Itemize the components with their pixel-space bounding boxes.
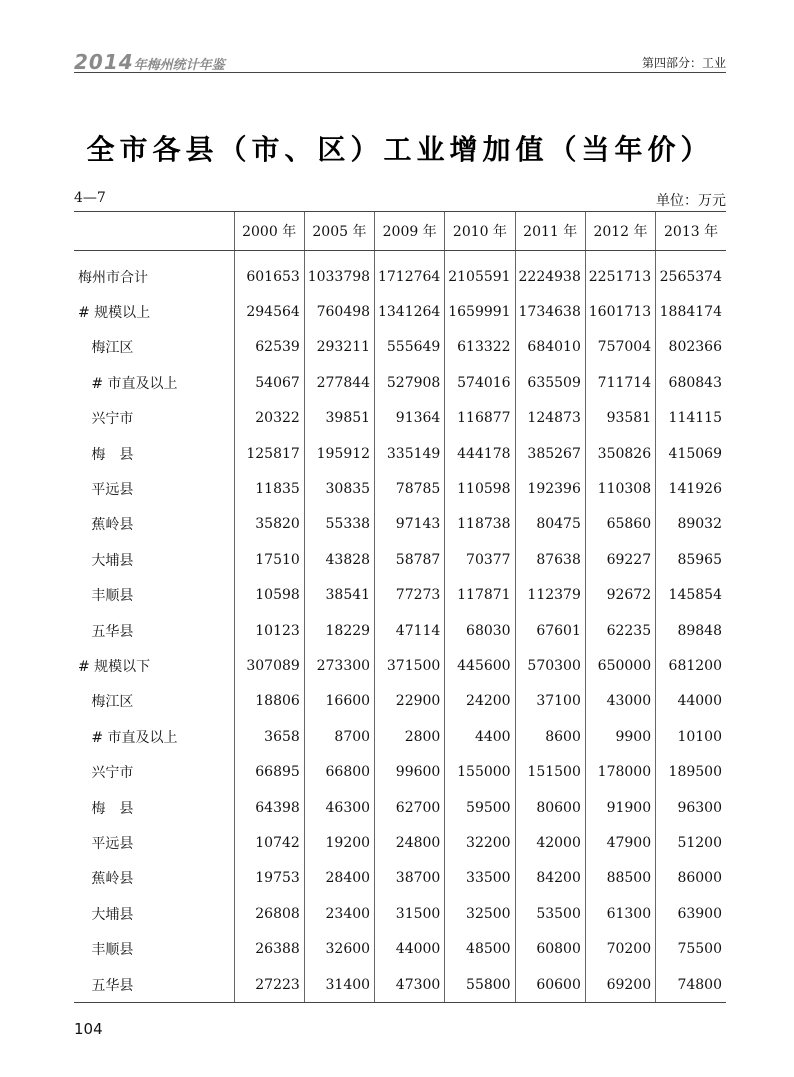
table-cell: 43000 bbox=[585, 684, 655, 719]
table-cell: 54067 bbox=[234, 365, 304, 400]
table-cell: 47300 bbox=[375, 967, 445, 1003]
table-cell: 570300 bbox=[515, 648, 585, 683]
table-cell: 23400 bbox=[304, 896, 374, 931]
table-cell: 110598 bbox=[445, 471, 515, 506]
table-row bbox=[74, 436, 726, 471]
table-cell: 11835 bbox=[234, 471, 304, 506]
table-cell: 69227 bbox=[585, 542, 655, 577]
table-cell: 635509 bbox=[515, 365, 585, 400]
table-cell: 68030 bbox=[445, 613, 515, 648]
table-cell: 294564 bbox=[234, 294, 304, 329]
table-cell: 760498 bbox=[304, 294, 374, 329]
table-cell: 48500 bbox=[445, 931, 515, 966]
table-cell: 61300 bbox=[585, 896, 655, 931]
table-cell: 27223 bbox=[234, 967, 304, 1003]
row-label: 丰顺县 bbox=[78, 588, 134, 605]
table-cell: 141926 bbox=[656, 471, 726, 506]
table-row bbox=[74, 330, 726, 365]
row-label: # 规模以上 bbox=[78, 305, 151, 322]
yearbook-title bbox=[74, 50, 225, 74]
table-row bbox=[74, 365, 726, 400]
table-cell: 711714 bbox=[585, 365, 655, 400]
column-header: 2005 年 bbox=[304, 212, 374, 251]
table-cell: 444178 bbox=[445, 436, 515, 471]
table-cell: 18229 bbox=[304, 613, 374, 648]
table-cell: 74800 bbox=[656, 967, 726, 1003]
table-cell: 613322 bbox=[445, 330, 515, 365]
table-cell: 87638 bbox=[515, 542, 585, 577]
table-row bbox=[74, 251, 726, 295]
table-cell: 116877 bbox=[445, 401, 515, 436]
table-cell: 2565374 bbox=[656, 251, 726, 295]
table-cell: 18806 bbox=[234, 684, 304, 719]
table-cell: 1601713 bbox=[585, 294, 655, 329]
table-cell: 85965 bbox=[656, 542, 726, 577]
table-row bbox=[74, 471, 726, 506]
column-header: 2010 年 bbox=[445, 212, 515, 251]
table-cell: 44000 bbox=[375, 931, 445, 966]
row-label: 梅江区 bbox=[78, 694, 134, 711]
row-label: 五华县 bbox=[78, 623, 134, 640]
table-cell: 335149 bbox=[375, 436, 445, 471]
table-cell: 555649 bbox=[375, 330, 445, 365]
table-cell: 385267 bbox=[515, 436, 585, 471]
table-cell: 39851 bbox=[304, 401, 374, 436]
table-cell: 30835 bbox=[304, 471, 374, 506]
table-cell: 66895 bbox=[234, 754, 304, 789]
table-cell: 415069 bbox=[656, 436, 726, 471]
table-cell: 8700 bbox=[304, 719, 374, 754]
table-cell: 124873 bbox=[515, 401, 585, 436]
table-cell: 110308 bbox=[585, 471, 655, 506]
yearbook-year: 2014 bbox=[74, 50, 134, 74]
table-cell: 32600 bbox=[304, 931, 374, 966]
table-cell: 118738 bbox=[445, 507, 515, 542]
table-cell: 19753 bbox=[234, 861, 304, 896]
table-cell: 37100 bbox=[515, 684, 585, 719]
row-label: 梅江区 bbox=[78, 340, 134, 357]
table-row bbox=[74, 790, 726, 825]
table-cell: 28400 bbox=[304, 861, 374, 896]
table-cell: 293211 bbox=[304, 330, 374, 365]
table-cell: 112379 bbox=[515, 578, 585, 613]
table-cell: 89848 bbox=[656, 613, 726, 648]
row-label: 五华县 bbox=[74, 967, 234, 1003]
table-row bbox=[74, 648, 726, 683]
table-cell: 10598 bbox=[234, 578, 304, 613]
table-number: 4—7 bbox=[74, 190, 106, 206]
table-cell: 75500 bbox=[656, 931, 726, 966]
table-cell: 53500 bbox=[515, 896, 585, 931]
table-cell: 8600 bbox=[515, 719, 585, 754]
table-cell: 33500 bbox=[445, 861, 515, 896]
table-cell: 2251713 bbox=[585, 251, 655, 295]
row-label: # 市直及以上 bbox=[78, 729, 178, 746]
table-cell: 1712764 bbox=[375, 251, 445, 295]
table-cell: 67601 bbox=[515, 613, 585, 648]
row-label: 蕉岭县 bbox=[78, 871, 134, 888]
column-header: 2012 年 bbox=[585, 212, 655, 251]
table-cell: 1659991 bbox=[445, 294, 515, 329]
table-cell: 4400 bbox=[445, 719, 515, 754]
table-cell: 62235 bbox=[585, 613, 655, 648]
table-cell: 77273 bbox=[375, 578, 445, 613]
row-label: 梅 县 bbox=[78, 446, 134, 463]
table-row bbox=[74, 967, 726, 1003]
table-row bbox=[74, 542, 726, 577]
table-row bbox=[74, 507, 726, 542]
table-cell: 19200 bbox=[304, 825, 374, 860]
table-cell: 69200 bbox=[585, 967, 655, 1003]
table-cell: 151500 bbox=[515, 754, 585, 789]
table-cell: 445600 bbox=[445, 648, 515, 683]
table-cell: 55800 bbox=[445, 967, 515, 1003]
table-cell: 16600 bbox=[304, 684, 374, 719]
table-row bbox=[74, 896, 726, 931]
table-row bbox=[74, 825, 726, 860]
table-cell: 42000 bbox=[515, 825, 585, 860]
page-number: 104 bbox=[74, 1020, 103, 1038]
table-cell: 38541 bbox=[304, 578, 374, 613]
table-cell: 350826 bbox=[585, 436, 655, 471]
table-body bbox=[74, 251, 726, 1003]
table-cell: 527908 bbox=[375, 365, 445, 400]
table-header-row bbox=[74, 212, 726, 251]
table-row bbox=[74, 294, 726, 329]
table-cell: 62539 bbox=[234, 330, 304, 365]
table-cell: 757004 bbox=[585, 330, 655, 365]
table-cell: 91900 bbox=[585, 790, 655, 825]
column-header: 2000 年 bbox=[234, 212, 304, 251]
table-cell: 24200 bbox=[445, 684, 515, 719]
table-cell: 80475 bbox=[515, 507, 585, 542]
table-cell: 66800 bbox=[304, 754, 374, 789]
table-cell: 44000 bbox=[656, 684, 726, 719]
table-cell: 63900 bbox=[656, 896, 726, 931]
table-cell: 89032 bbox=[656, 507, 726, 542]
table-cell: 26388 bbox=[234, 931, 304, 966]
yearbook-name: 年梅州统计年鉴 bbox=[133, 58, 225, 73]
table-row bbox=[74, 613, 726, 648]
table-cell: 26808 bbox=[234, 896, 304, 931]
column-header bbox=[74, 212, 234, 251]
table-cell: 47900 bbox=[585, 825, 655, 860]
table-cell: 273300 bbox=[304, 648, 374, 683]
table-row bbox=[74, 578, 726, 613]
table-cell: 114115 bbox=[656, 401, 726, 436]
table-cell: 22900 bbox=[375, 684, 445, 719]
column-header: 2013 年 bbox=[656, 212, 726, 251]
column-header: 2009 年 bbox=[375, 212, 445, 251]
table-cell: 10123 bbox=[234, 613, 304, 648]
section-label: 第四部分：工业 bbox=[641, 56, 726, 70]
row-label: 平远县 bbox=[78, 482, 134, 499]
header-divider bbox=[74, 72, 726, 73]
table-cell: 93581 bbox=[585, 401, 655, 436]
table-cell: 62700 bbox=[375, 790, 445, 825]
row-label: 大埔县 bbox=[78, 906, 134, 923]
table-cell: 189500 bbox=[656, 754, 726, 789]
table-cell: 59500 bbox=[445, 790, 515, 825]
table-cell: 307089 bbox=[234, 648, 304, 683]
table-cell: 64398 bbox=[234, 790, 304, 825]
table-cell: 802366 bbox=[656, 330, 726, 365]
table-cell: 70200 bbox=[585, 931, 655, 966]
row-label: 梅 县 bbox=[78, 800, 134, 817]
table-cell: 3658 bbox=[234, 719, 304, 754]
table-cell: 92672 bbox=[585, 578, 655, 613]
table-cell: 117871 bbox=[445, 578, 515, 613]
row-label: 兴宁市 bbox=[78, 765, 134, 782]
table-cell: 80600 bbox=[515, 790, 585, 825]
table-cell: 55338 bbox=[304, 507, 374, 542]
table-cell: 20322 bbox=[234, 401, 304, 436]
table-cell: 684010 bbox=[515, 330, 585, 365]
table-cell: 97143 bbox=[375, 507, 445, 542]
table-cell: 70377 bbox=[445, 542, 515, 577]
row-label: 大埔县 bbox=[78, 552, 134, 569]
table-cell: 46300 bbox=[304, 790, 374, 825]
page-title: 全市各县（市、区）工业增加值（当年价） bbox=[86, 133, 714, 166]
table-cell: 35820 bbox=[234, 507, 304, 542]
table-cell: 24800 bbox=[375, 825, 445, 860]
table-cell: 31400 bbox=[304, 967, 374, 1003]
table-row bbox=[74, 931, 726, 966]
row-label: 蕉岭县 bbox=[78, 517, 134, 534]
row-label: 丰顺县 bbox=[78, 942, 134, 959]
table-cell: 145854 bbox=[656, 578, 726, 613]
row-label: 梅州市合计 bbox=[78, 269, 148, 286]
table-cell: 192396 bbox=[515, 471, 585, 506]
table-cell: 65860 bbox=[585, 507, 655, 542]
table-cell: 58787 bbox=[375, 542, 445, 577]
table-cell: 195912 bbox=[304, 436, 374, 471]
table-cell: 88500 bbox=[585, 861, 655, 896]
table-cell: 574016 bbox=[445, 365, 515, 400]
table-cell: 47114 bbox=[375, 613, 445, 648]
table-cell: 10742 bbox=[234, 825, 304, 860]
row-label: 兴宁市 bbox=[78, 411, 134, 428]
table-cell: 86000 bbox=[656, 861, 726, 896]
table-cell: 601653 bbox=[234, 251, 304, 295]
table-cell: 371500 bbox=[375, 648, 445, 683]
table-cell: 178000 bbox=[585, 754, 655, 789]
table-row bbox=[74, 719, 726, 754]
table-cell: 2224938 bbox=[515, 251, 585, 295]
table-row bbox=[74, 684, 726, 719]
table-cell: 1884174 bbox=[656, 294, 726, 329]
row-label: 平远县 bbox=[78, 835, 134, 852]
unit-label: 单位：万元 bbox=[656, 193, 726, 209]
table-row bbox=[74, 401, 726, 436]
table-cell: 277844 bbox=[304, 365, 374, 400]
running-header bbox=[74, 44, 726, 74]
table-row bbox=[74, 754, 726, 789]
table-cell: 31500 bbox=[375, 896, 445, 931]
table-cell: 9900 bbox=[585, 719, 655, 754]
table-cell: 38700 bbox=[375, 861, 445, 896]
table-cell: 96300 bbox=[656, 790, 726, 825]
table-cell: 84200 bbox=[515, 861, 585, 896]
table-cell: 17510 bbox=[234, 542, 304, 577]
table-cell: 2105591 bbox=[445, 251, 515, 295]
row-label: # 规模以下 bbox=[78, 658, 151, 675]
data-table bbox=[74, 212, 726, 1003]
table-cell: 78785 bbox=[375, 471, 445, 506]
table-cell: 10100 bbox=[656, 719, 726, 754]
table-cell: 60600 bbox=[515, 967, 585, 1003]
table-cell: 681200 bbox=[656, 648, 726, 683]
table-row bbox=[74, 861, 726, 896]
table-cell: 155000 bbox=[445, 754, 515, 789]
table-cell: 32500 bbox=[445, 896, 515, 931]
table-cell: 51200 bbox=[656, 825, 726, 860]
column-header: 2011 年 bbox=[515, 212, 585, 251]
table-cell: 1341264 bbox=[375, 294, 445, 329]
table-cell: 43828 bbox=[304, 542, 374, 577]
table-cell: 60800 bbox=[515, 931, 585, 966]
table-cell: 99600 bbox=[375, 754, 445, 789]
table-cell: 1033798 bbox=[304, 251, 374, 295]
table-cell: 1734638 bbox=[515, 294, 585, 329]
table-cell: 650000 bbox=[585, 648, 655, 683]
table-cell: 680843 bbox=[656, 365, 726, 400]
table-cell: 32200 bbox=[445, 825, 515, 860]
table-cell: 91364 bbox=[375, 401, 445, 436]
row-label: # 市直及以上 bbox=[78, 375, 178, 392]
table-cell: 2800 bbox=[375, 719, 445, 754]
table-cell: 125817 bbox=[234, 436, 304, 471]
